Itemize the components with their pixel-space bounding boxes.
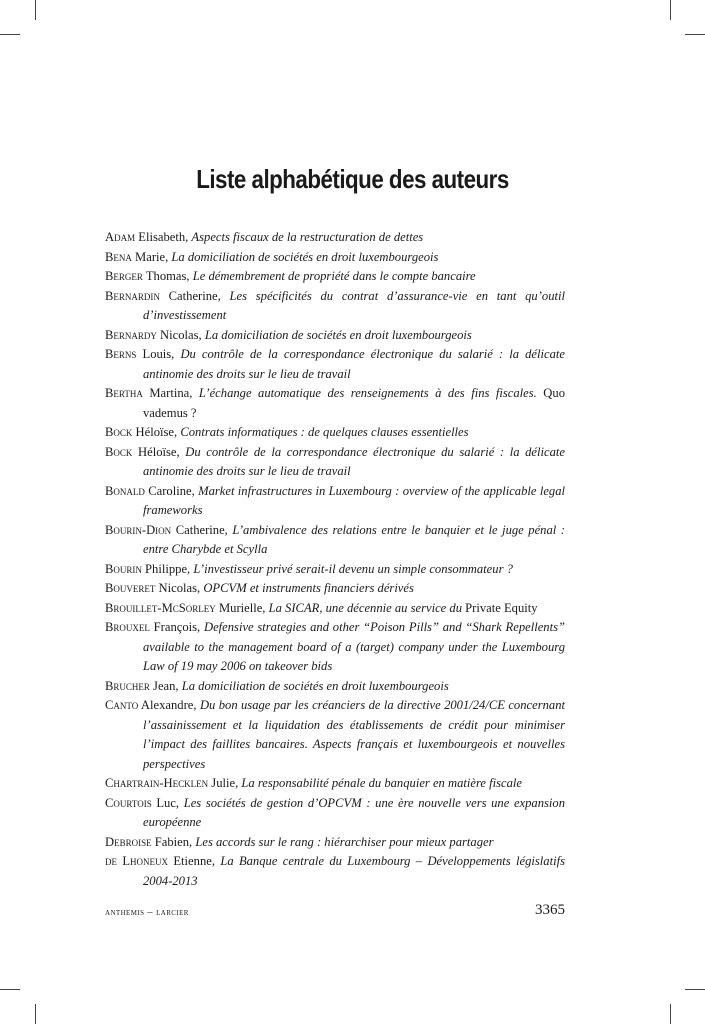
author-given-name: Nicolas, [155,581,204,595]
author-entry [105,267,565,287]
author-surname: de Lhoneux [105,854,169,868]
author-given-name: Murielle, [215,600,269,615]
work-title: La domiciliation de sociétés en droit luxembourgeois [204,327,472,342]
author-given-name: Catherine, [159,288,230,303]
author-entry [105,618,565,677]
author-entry [105,794,565,833]
crop-mark-top-left [35,0,36,20]
author-surname: Bock [105,444,133,459]
author-entry [105,579,565,599]
work-title: La responsabilité pénale du banquier en matière fiscale [241,776,523,790]
work-title: L’échange automatique des renseignements à des fins fiscales. [198,386,537,400]
crop-mark-bottom-right-h [685,989,705,990]
author-entry [105,384,565,423]
author-entry [105,482,565,521]
crop-mark-top-right-h [685,34,705,35]
author-entry [105,443,565,482]
author-list [105,228,565,891]
author-surname: Bouveret [105,581,156,595]
work-title: La domiciliation de sociétés en droit luxembourgeois [181,678,449,693]
author-given-name: Elisabeth, [135,230,192,244]
author-entry [105,599,565,619]
author-given-name: Héloïse, [132,444,186,459]
author-surname: Bock [105,425,133,439]
author-surname: Chartrain-Hecklen [105,776,209,790]
author-surname: Bernardin [105,288,160,303]
author-given-name: Etienne, [168,854,221,868]
author-surname: Bonald [105,483,145,498]
work-title: L’ambivalence des relations entre le banquier et le juge pénal : entre Charybde et Scylla [143,522,565,556]
author-given-name: Thomas, [142,269,193,283]
work-title: La Banque centrale du Luxembourg – Développements législatifs 2004-2013 [143,854,565,888]
work-title: Les spécificités du contrat d’assurance-vie en tant qu’outil d’investissement [143,288,565,322]
author-given-name: Louis, [136,347,181,361]
author-given-name: Julie, [208,776,242,790]
author-entry [105,345,565,384]
entry-tail: Quo vademus ? [143,386,565,420]
entry-tail: Private Equity [462,600,538,615]
author-entry [105,326,565,346]
author-entry [105,521,565,560]
author-surname: Berger [105,269,143,283]
crop-mark-top-left-h [0,34,20,35]
author-given-name: Caroline, [144,483,199,498]
work-title: La SICAR, une décennie au service du [268,600,463,615]
work-title: Les sociétés de gestion d’OPCVM : une ère nouvelle vers une expansion européenne [143,795,566,829]
author-surname: Brucher [105,678,150,693]
author-entry [105,560,565,580]
work-title: Aspects fiscaux de la restructuration de dettes [191,230,424,244]
author-surname: Berns [105,347,137,361]
author-given-name: Luc, [151,795,184,810]
author-entry [105,696,565,774]
author-surname: Bertha [105,386,143,400]
author-given-name: Alexandre, [138,698,200,712]
author-surname: Bourin [105,561,142,576]
author-surname: Bernardy [105,327,157,342]
author-given-name: Fabien, [151,834,196,849]
author-given-name: Jean, [149,678,182,693]
author-surname: Courtois [105,795,152,810]
work-title: La domiciliation de sociétés en droit luxembourgeois [171,249,439,264]
author-surname: Debroise [105,834,152,849]
author-entry [105,423,565,443]
author-entry [105,774,565,794]
page-title: Liste alphabétique des auteurs [196,164,509,194]
work-title: Du contrôle de la correspondance électronique du salarié : la délicate antinomie des droits sur le lieu de travail [143,444,565,478]
author-entry [105,228,565,248]
author-surname: Brouillet-McSorley [105,600,216,615]
work-title: Du bon usage par les créanciers de la directive 2001/24/CE concernant l’assainissement et la liquidation des établissements de crédit pour minimiser l’impact des faillites bancaires. Aspects français et luxembourgeois et nouvelles perspectives [143,698,565,771]
page-number: 3365 [535,902,565,918]
work-title: Les accords sur le rang : hiérarchiser pour mieux partager [195,834,494,849]
crop-mark-bottom-left [35,1004,36,1024]
author-entry [105,833,565,853]
crop-mark-bottom-left-h [0,989,20,990]
author-surname: Bourin-Dion [105,522,172,537]
work-title: Le démembrement de propriété dans le compte bancaire [192,269,476,283]
author-entry [105,287,565,326]
work-title: Contrats informatiques : de quelques clauses essentielles [180,425,469,439]
author-entry [105,248,565,268]
crop-mark-top-right [670,0,671,20]
crop-mark-bottom-right [670,1004,671,1024]
author-surname: Brouxel [105,620,150,634]
author-given-name: Nicolas, [156,327,205,342]
author-given-name: François, [149,620,204,634]
author-given-name: Martina, [142,386,199,400]
author-entry [105,852,565,891]
work-title: L’investisseur privé serait-il devenu un simple consommateur ? [193,561,513,576]
author-given-name: Catherine, [171,522,233,537]
author-surname: Bena [105,249,132,264]
work-title: Market infrastructures in Luxembourg : overview of the applicable legal frameworks [143,483,565,517]
work-title: OPCVM et instruments financiers dérivés [203,581,414,595]
footer-publisher: anthemis – larcier [105,907,189,918]
work-title: Defensive strategies and other “Poison Pills” and “Shark Repellents” available to the management board of a (target) company under the Luxembourg Law of 19 may 2006 on takeover bids [143,620,565,673]
author-surname: Adam [105,230,136,244]
author-entry [105,677,565,697]
author-given-name: Marie, [131,249,172,264]
author-given-name: Héloïse, [132,425,181,439]
author-surname: Canto [105,698,139,712]
author-given-name: Philippe, [141,561,194,576]
work-title: Du contrôle de la correspondance électronique du salarié : la délicate antinomie des droits sur le lieu de travail [143,347,565,381]
